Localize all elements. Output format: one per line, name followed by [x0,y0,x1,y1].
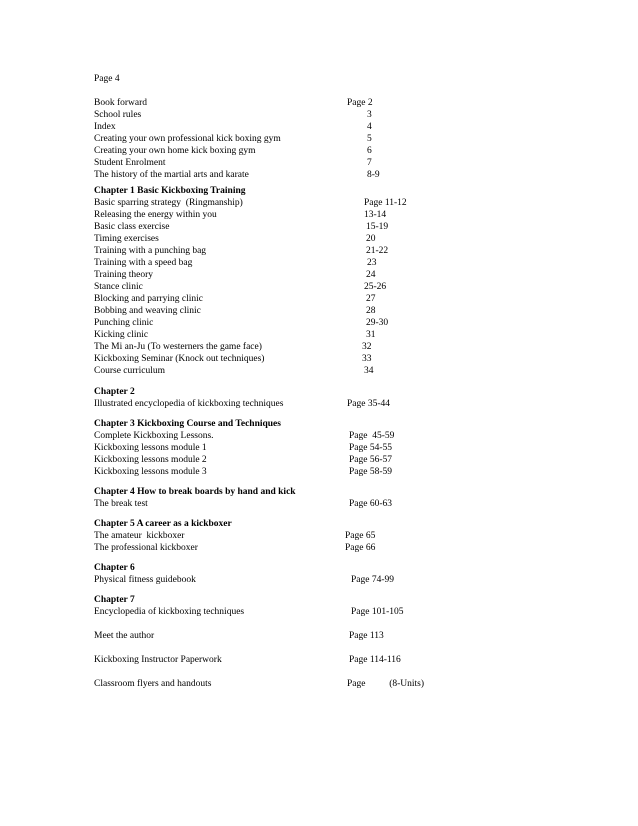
toc-entry-page: 7 [367,158,372,168]
toc-entry-title: The Mi an-Ju (To westerners the game face) [94,342,262,352]
toc-entry-title: Stance clinic [94,282,143,292]
toc-entry-page: Page 11-12 [364,198,407,208]
toc-entry-title: Book forward [94,98,148,108]
toc-entry-title: Encyclopedia of kickboxing techniques [94,607,245,617]
toc-entry-page: 23 [367,258,377,268]
toc-entry-page: 31 [366,330,376,340]
chapter-heading: Chapter 2 [94,387,135,397]
toc-entry-title: Course curriculum [94,366,165,376]
toc-entry-page: 28 [366,306,376,316]
toc-entry-page: 34 [364,366,374,376]
toc-entry-title: Training with a speed bag [94,258,193,268]
toc-entry-page: Page 2 [347,98,373,108]
toc-entry-title: Basic class exercise [94,222,170,232]
toc-entry-page: 15-19 [366,222,389,232]
toc-entry-title: The professional kickboxer [94,543,198,553]
toc-entry-title: Classroom flyers and handouts [94,679,212,689]
toc-entry-title: Creating your own home kick boxing gym [94,146,256,156]
toc-entry-title: Blocking and parrying clinic [94,294,203,304]
toc-entry-title: Basic sparring strategy (Ringmanship) [94,198,243,208]
chapter-heading: Chapter 1 Basic Kickboxing Training [94,186,246,196]
page-label: Page 4 [94,74,120,84]
toc-entry-title: Kickboxing lessons module 2 [94,455,207,465]
toc-entry-page: Page 54-55 [349,443,393,453]
toc-entry-page: 24 [366,270,376,280]
toc-entry-page: 29-30 [366,318,389,328]
toc-entry-title: Student Enrolment [94,158,166,168]
toc-entry-page: Page 65 [345,531,376,541]
toc-entry-title: Kickboxing Instructor Paperwork [94,655,222,665]
toc-entry-title: Kickboxing Seminar (Knock out techniques) [94,354,265,364]
toc-entry-title: Training theory [94,270,154,280]
chapter-heading: Chapter 7 [94,595,135,605]
toc-entry-page: Page 35-44 [347,399,391,409]
toc-entry-page: Page 114-116 [349,655,401,665]
toc-entry-title: Punching clinic [94,318,154,328]
toc-entry-page: 8-9 [367,170,380,180]
toc-entry-title: Timing exercises [94,234,159,244]
toc-entry-page: Page (8-Units) [347,679,425,689]
toc-entry-title: Meet the author [94,631,155,641]
toc-entry-page: 21-22 [366,246,389,256]
toc-entry-page: Page 45-59 [349,431,395,441]
toc-entry-page: 4 [367,122,372,132]
chapter-heading: Chapter 3 Kickboxing Course and Techniques [94,419,281,429]
chapter-heading: Chapter 5 A career as a kickboxer [94,519,232,529]
toc-entry-page: 5 [367,134,372,144]
toc-entry-title: The amateur kickboxer [94,531,185,541]
toc-entry-page: 3 [367,110,372,120]
toc-entry-page: Page 58-59 [349,467,393,477]
toc-entry-page: 33 [362,354,372,364]
toc-entry-page: Page 101-105 [351,607,404,617]
chapter-heading: Chapter 4 How to break boards by hand and kick [94,487,296,497]
toc-entry-title: Releasing the energy within you [94,210,217,220]
toc-entry-title: Index [94,122,116,132]
toc-entry-title: The break test [94,499,148,509]
toc-entry-title: Bobbing and weaving clinic [94,306,201,316]
toc-entry-page: Page 66 [345,543,376,553]
toc-entry-title: The history of the martial arts and karate [94,170,249,180]
toc-entry-page: 20 [366,234,376,244]
toc-entry-title: Complete Kickboxing Lessons. [94,431,214,441]
toc-entry-title: Kickboxing lessons module 1 [94,443,207,453]
toc-entry-page: 13-14 [364,210,387,220]
toc-entry-page: 27 [366,294,376,304]
toc-entry-title: School rules [94,110,142,120]
toc-entry-title: Illustrated encyclopedia of kickboxing techniques [94,399,284,409]
toc-entry-page: 6 [367,146,372,156]
toc-entry-title: Physical fitness guidebook [94,575,196,585]
toc-entry-page: Page 56-57 [349,455,393,465]
toc-entry-title: Training with a punching bag [94,246,207,256]
toc-entry-page: 25-26 [364,282,387,292]
toc-entry-page: Page 113 [349,631,384,641]
toc-entry-title: Kicking clinic [94,330,149,340]
toc-entry-title: Kickboxing lessons module 3 [94,467,207,477]
toc-entry-page: Page 60-63 [349,499,393,509]
toc-entry-title: Creating your own professional kick boxing gym [94,134,281,144]
chapter-heading: Chapter 6 [94,563,135,573]
toc-entry-page: Page 74-99 [351,575,395,585]
toc-entry-page: 32 [362,342,372,352]
